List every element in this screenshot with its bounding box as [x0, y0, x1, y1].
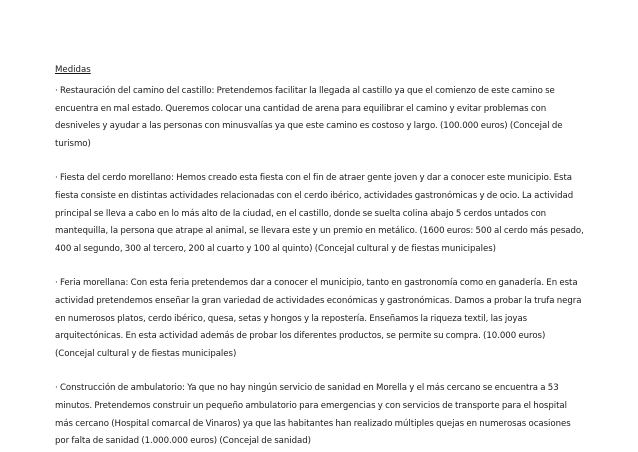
- document-title: Medidas: [55, 65, 91, 75]
- measure-castle-road: · Restauración del camino del castillo: Pretendemos facilitar la llegada al castillo ya que el comienzo de este camino se encuentra en mal estado. Queremos colocar una cantidad de arena para equilibrar el camino y evitar problemas con desniveles y ayudar a las personas con minusvalías ya que este camino es costoso y largo. (100.000 euros) (Concejal de turismo): [55, 86, 563, 149]
- document-page: [55, 64, 587, 451]
- measure-pig-festival: · Fiesta del cerdo morellano: Hemos creado esta fiesta con el fin de atraer gente joven y dar a conocer este municipio. Esta fiesta consiste en distintas actividades relacionadas con el cerdo ibérico, actividades gastronómicas y de ocio. La actividad principal se lleva a cabo en lo más alto de la ciudad, en el castillo, donde se suelta colina abajo 5 cerdos untados con mantequilla, la persona que atrape al animal, se llevara este y un premio en metálico. (1600 euros: 500 al cerdo más pesado, 400 al segundo, 300 al tercero, 200 al cuarto y 100 al quinto) (Concejal cultural y de fiestas municipales): [55, 173, 584, 254]
- measure-morella-fair: · Feria morellana: Con esta feria pretendemos dar a conocer el municipio, tanto en gastronomía como en ganadería. En esta actividad pretendemos enseñar la gran variedad de actividades económicas y gastronómicas. Damos a probar la trufa negra en numerosos platos, cerdo ibérico, quesa, setas y hongos y la repostería. Enseñamos la riqueza textil, las joyas arquitectónicas. En esta actividad además de probar los diferentes productos, se permite su compra. (10.000 euros) (Concejal cultural y de fiestas municipales): [55, 278, 582, 359]
- measure-clinic-construction: · Construcción de ambulatorio: Ya que no hay ningún servicio de sanidad en Morella y el más cercano se encuentra a 53 minutos. Pretendemos construir un pequeño ambulatorio para emergencias y con servicios de transporte para el hospital más cercano (Hospital comarcal de Vinaros) ya que las habitantes han realizado múltiples quejas en numerosas ocasiones por falta de sanidad (1.000.000 euros) (Concejal de sanidad): [55, 383, 571, 447]
